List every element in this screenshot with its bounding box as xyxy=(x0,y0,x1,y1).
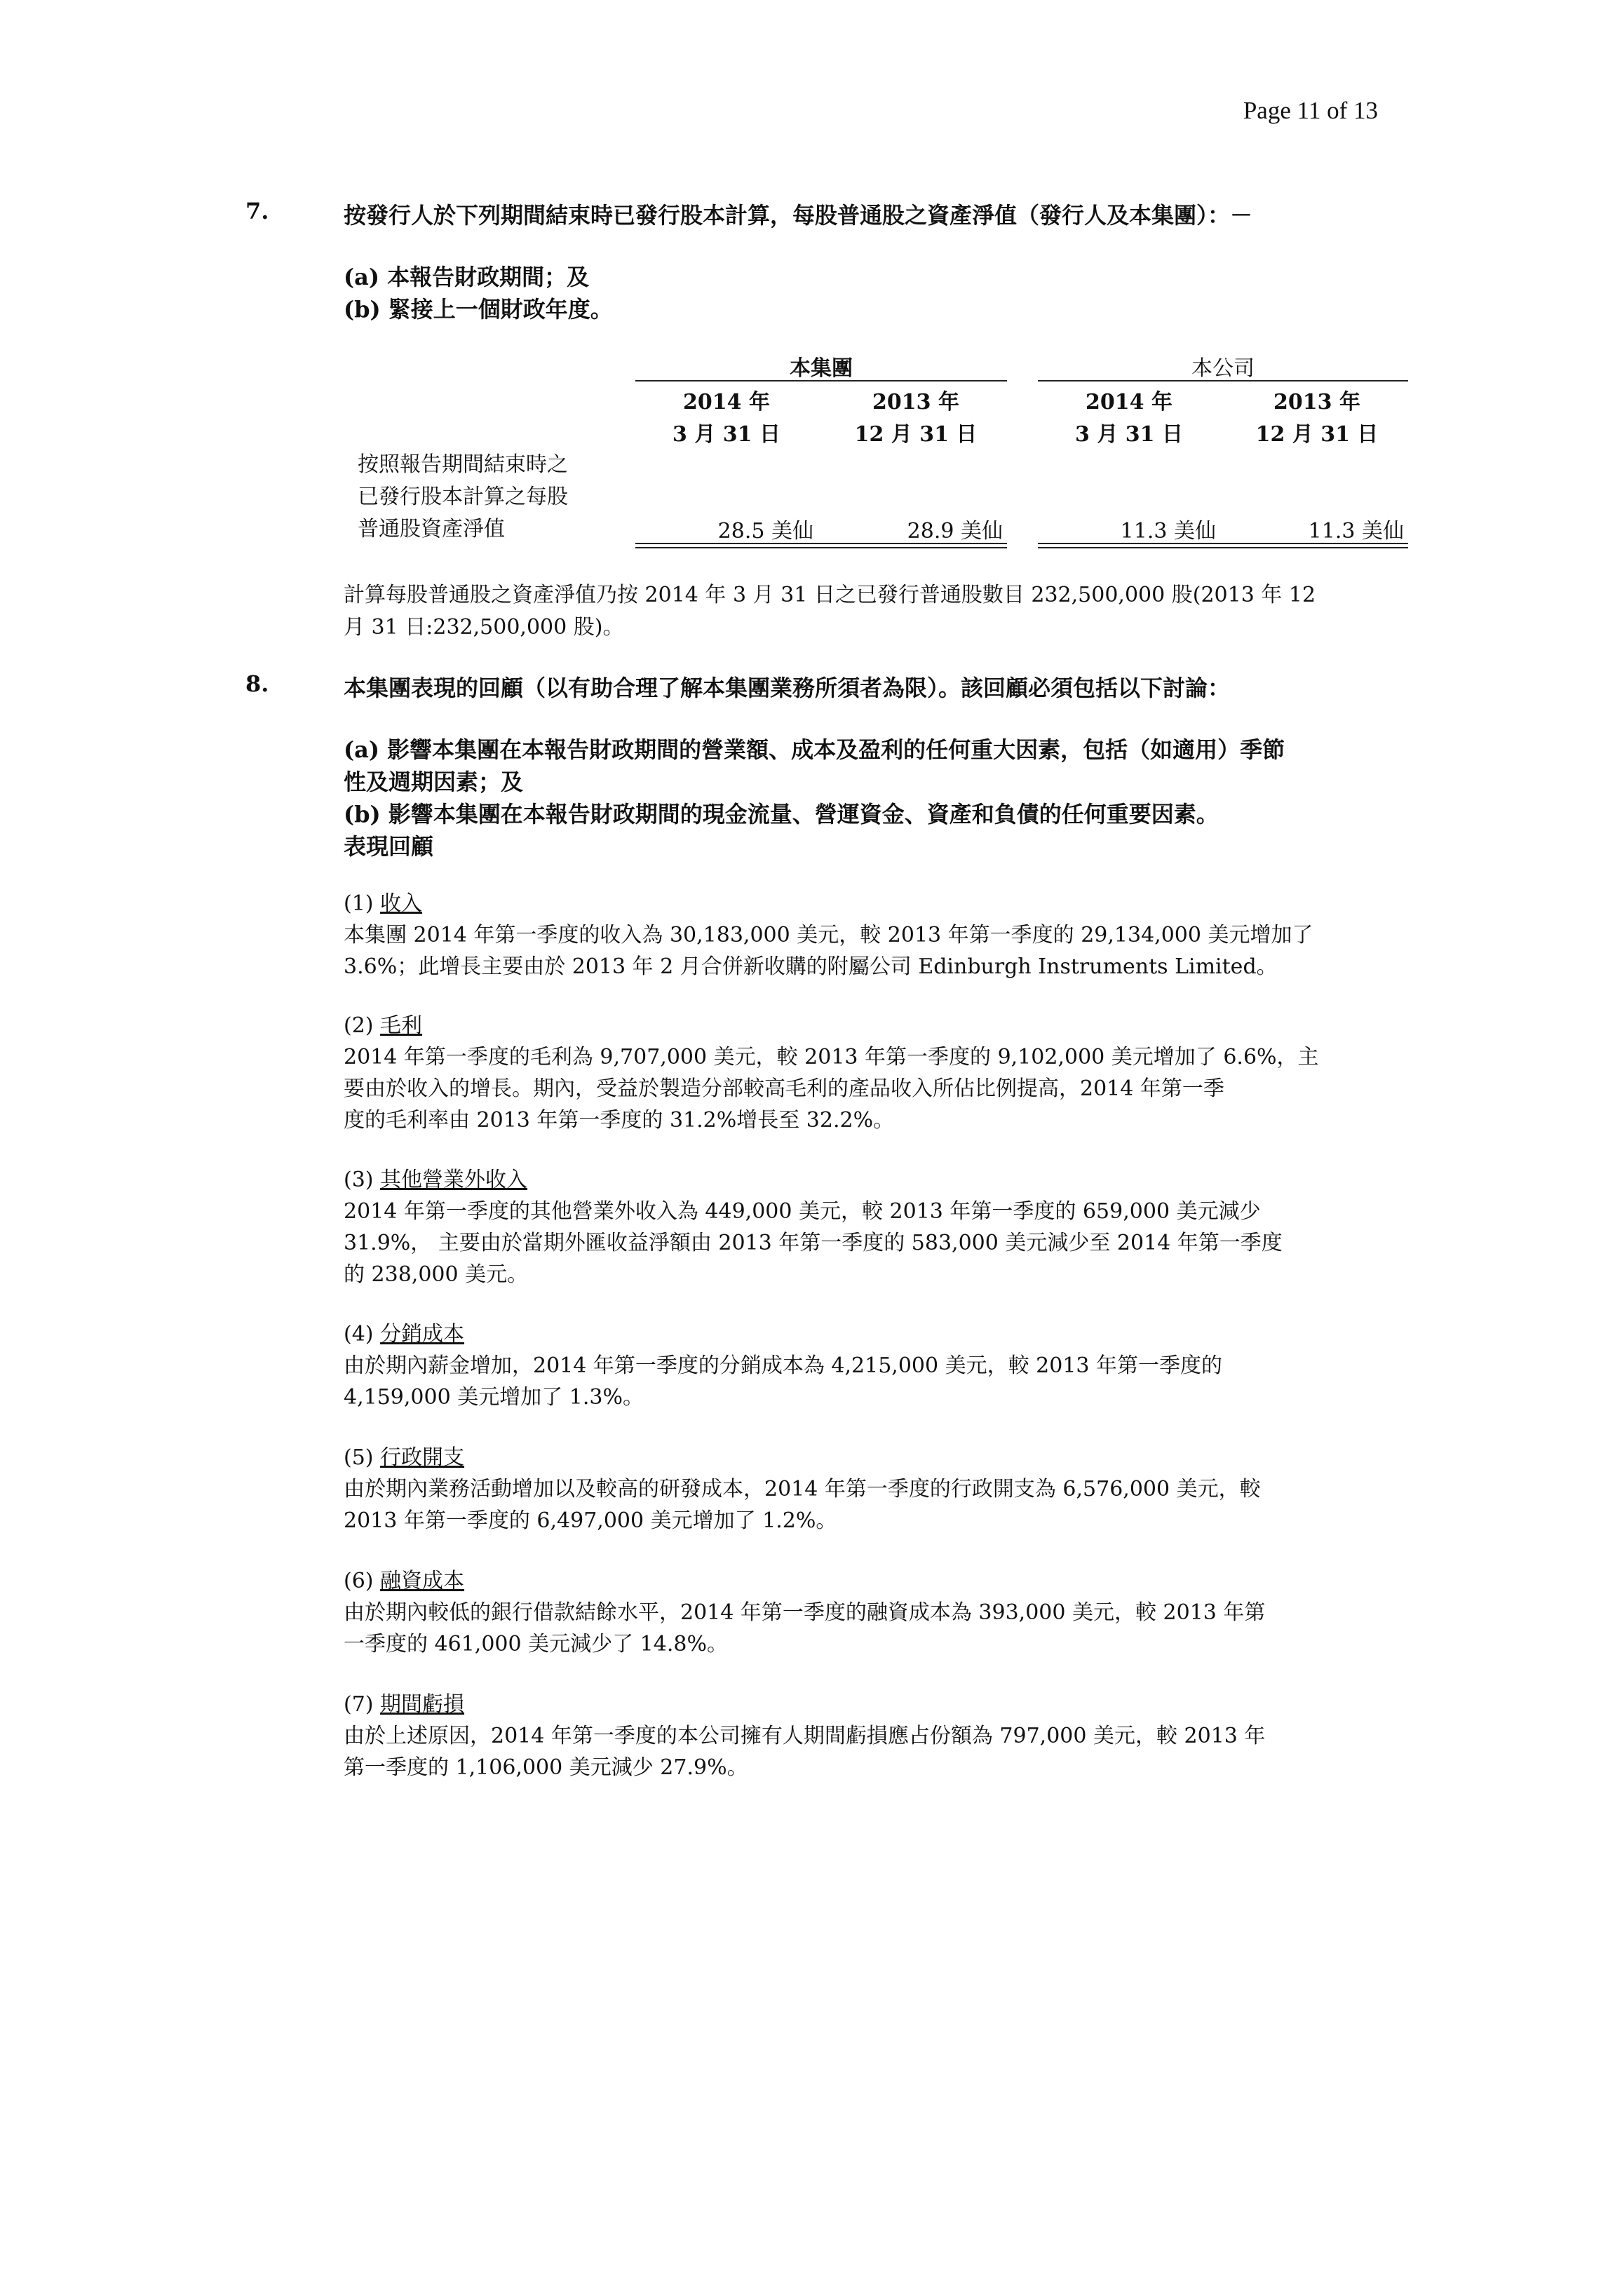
paragraph-line: 4,159,000 美元增加了 1.3%。 xyxy=(344,1385,644,1410)
paragraph-line: 2014 年第一季度的毛利為 9,707,000 美元，較 2013 年第一季度的 9,102,000 美元增加了 6.6%，主 xyxy=(344,1045,1319,1069)
paragraph-line: 2013 年第一季度的 6,497,000 美元增加了 1.2%。 xyxy=(344,1508,837,1533)
table-double-rule-group-bottom xyxy=(635,547,1007,548)
table-header-company: 本公司 xyxy=(1191,356,1255,381)
paragraph-line: 一季度的 461,000 美元減少了 14.8%。 xyxy=(344,1632,728,1656)
paragraph-line: 由於期內較低的銀行借款結餘水平，2014 年第一季度的融資成本為 393,000 美元，較 2013 年第 xyxy=(344,1600,1266,1625)
subsection-distribution-costs xyxy=(344,1318,1381,1413)
row-label-line-1: 按照報告期間結束時之 xyxy=(358,452,568,477)
page-number: Page 11 of 13 xyxy=(1243,97,1378,124)
col-2-date: 12 月 31 日 xyxy=(854,422,978,447)
table-rule-company xyxy=(1038,380,1408,381)
paragraph-line: 31.9%， 主要由於當期外匯收益淨額由 2013 年第一季度的 583,000 美元減少至 2014 年第一季度 xyxy=(344,1231,1283,1255)
row-label-line-3: 普通股資產淨值 xyxy=(358,517,505,541)
section-7-item-a: (a) 本報告財政期間；及 xyxy=(344,264,590,290)
subsection-admin-expenses xyxy=(344,1442,1381,1537)
col-3-year: 2014 年 xyxy=(1086,390,1172,414)
paragraph-line: 要由於收入的增長。期內，受益於製造分部較高毛利的產品收入所佔比例提高，2014 年第一季 xyxy=(344,1076,1224,1101)
section-7-number: 7. xyxy=(245,198,269,224)
value-company-2014: 11.3 美仙 xyxy=(1120,519,1216,543)
paragraph-line: 的 238,000 美元。 xyxy=(344,1262,529,1287)
subsection-title: (2) 毛利 xyxy=(344,1013,423,1038)
col-2-year: 2013 年 xyxy=(872,390,959,414)
subsection-finance-costs xyxy=(344,1565,1381,1660)
nav-note-line-1: 計算每股普通股之資產淨值乃按 2014 年 3 月 31 日之已發行普通股數目 232,500,000 股(2013 年 12 xyxy=(344,583,1316,607)
paragraph-line: 第一季度的 1,106,000 美元減少 27.9%。 xyxy=(344,1755,748,1780)
subsection-title: (3) 其他營業外收入 xyxy=(344,1168,528,1192)
table-double-rule-company-bottom xyxy=(1038,547,1408,548)
value-company-2013: 11.3 美仙 xyxy=(1308,519,1404,543)
section-8-item-b: (b) 影響本集團在本報告財政期間的現金流量、營運資金、資產和負債的任何重要因素。 xyxy=(344,801,1219,828)
section-7-item-b: (b) 緊接上一個財政年度。 xyxy=(344,296,613,323)
section-8-item-a-line-2: 性及週期因素；及 xyxy=(344,769,524,795)
col-1-date: 3 月 31 日 xyxy=(673,422,780,447)
table-double-rule-company-top xyxy=(1038,543,1408,544)
section-8-number: 8. xyxy=(245,670,269,697)
paragraph-line: 3.6%；此增長主要由於 2013 年 2 月合併新收購的附屬公司 Edinburgh Instruments Limited。 xyxy=(344,954,1278,979)
col-4-year: 2013 年 xyxy=(1273,390,1360,414)
paragraph-line: 度的毛利率由 2013 年第一季度的 31.2%增長至 32.2%。 xyxy=(344,1108,895,1133)
nav-note-line-2: 月 31 日:232,500,000 股)。 xyxy=(344,615,624,640)
section-7-heading: 按發行人於下列期間結束時已發行股本計算，每股普通股之資產淨值（發行人及本集團）：－ xyxy=(344,202,1253,229)
col-1-year: 2014 年 xyxy=(683,390,770,414)
subsection-title: (4) 分銷成本 xyxy=(344,1322,465,1346)
subsection-other-income xyxy=(344,1164,1381,1290)
table-rule-group xyxy=(635,380,1007,381)
table-double-rule-group-top xyxy=(635,543,1007,544)
subsection-title: (6) 融資成本 xyxy=(344,1569,465,1593)
subsection-period-loss xyxy=(344,1689,1381,1783)
paragraph-line: 由於期內薪金增加，2014 年第一季度的分銷成本為 4,215,000 美元，較 2013 年第一季度的 xyxy=(344,1353,1223,1378)
section-8-item-a-line-1: (a) 影響本集團在本報告財政期間的營業額、成本及盈利的任何重大因素，包括（如適用）季節 xyxy=(344,736,1285,763)
table-header-group: 本集團 xyxy=(790,356,853,381)
paragraph-line: 2014 年第一季度的其他營業外收入為 449,000 美元，較 2013 年第一季度的 659,000 美元減少 xyxy=(344,1199,1261,1224)
paragraph-line: 由於上述原因，2014 年第一季度的本公司擁有人期間虧損應占份額為 797,000 美元，較 2013 年 xyxy=(344,1724,1266,1748)
subsection-revenue xyxy=(344,888,1381,982)
value-group-2013: 28.9 美仙 xyxy=(907,519,1003,543)
section-8-heading: 本集團表現的回顧（以有助合理了解本集團業務所須者為限）。該回顧必須包括以下討論： xyxy=(344,675,1231,701)
subsection-title: (5) 行政開支 xyxy=(344,1445,465,1470)
paragraph-line: 由於期內業務活動增加以及較高的研發成本，2014 年第一季度的行政開支為 6,576,000 美元，較 xyxy=(344,1477,1261,1501)
review-title: 表現回顧 xyxy=(344,833,434,860)
row-label-line-2: 已發行股本計算之每股 xyxy=(358,485,568,509)
subsection-title: (1) 收入 xyxy=(344,891,423,916)
paragraph-line: 本集團 2014 年第一季度的收入為 30,183,000 美元，較 2013 年第一季度的 29,134,000 美元增加了 xyxy=(344,923,1313,947)
subsection-title: (7) 期間虧損 xyxy=(344,1692,465,1717)
subsection-gross-profit xyxy=(344,1010,1381,1136)
col-4-date: 12 月 31 日 xyxy=(1255,422,1379,447)
col-3-date: 3 月 31 日 xyxy=(1075,422,1183,447)
value-group-2014: 28.5 美仙 xyxy=(717,519,813,543)
